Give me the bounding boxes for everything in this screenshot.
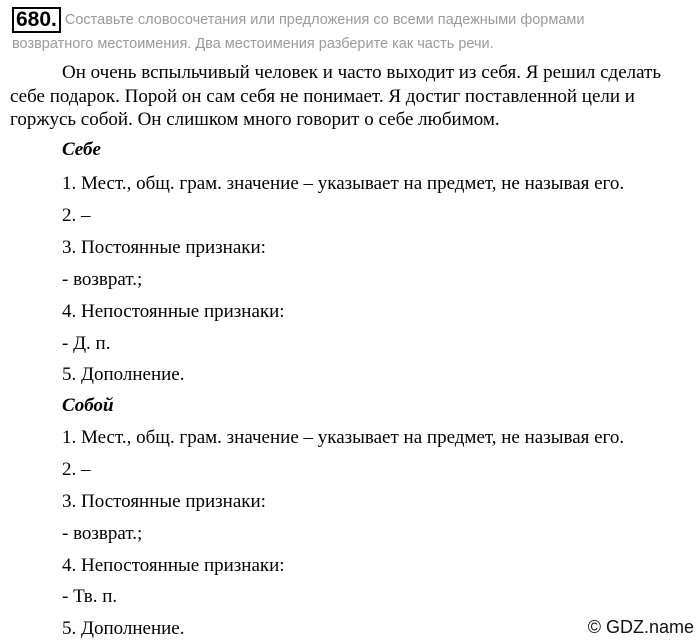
task-header — [12, 7, 692, 55]
task-number: 680. — [12, 7, 61, 33]
sebe-line-1: 1. Мест., общ. грам. значение – указывает на предмет, не называя его. — [62, 173, 625, 194]
soboy-line-6: - Тв. п. — [62, 586, 118, 607]
section-title-sebe: Себе — [62, 139, 101, 160]
sebe-line-3: 3. Постоянные признаки: — [62, 237, 266, 258]
task-instruction-line-2: возвратного местоимения. Два местоимения разберите как часть речи. — [12, 36, 494, 52]
sebe-line-5: 4. Непостоянные признаки: — [62, 301, 285, 322]
soboy-line-7: 5. Дополнение. — [62, 618, 185, 639]
answer-body — [10, 61, 690, 132]
soboy-line-5: 4. Непостоянные признаки: — [62, 555, 285, 576]
sebe-line-7: 5. Дополнение. — [62, 364, 185, 385]
soboy-line-1: 1. Мест., общ. грам. значение – указывает на предмет, не называя его. — [62, 427, 625, 448]
example-paragraph: Он очень вспыльчивый человек и часто выходит из себя. Я решил сделать себе подарок. Порой он сам себя не понимает. Я достиг поставленной цели и горжусь собой. Он слишком много говорит о себе любимом. — [10, 62, 662, 130]
sebe-line-2: 2. – — [62, 205, 91, 226]
soboy-line-2: 2. – — [62, 459, 91, 480]
sebe-line-6: - Д. п. — [62, 333, 111, 354]
section-title-soboy: Собой — [62, 395, 114, 416]
soboy-line-3: 3. Постоянные признаки: — [62, 491, 266, 512]
watermark: © GDZ.name — [587, 617, 694, 637]
soboy-line-4: - возврат.; — [62, 523, 143, 544]
sebe-line-4: - возврат.; — [62, 269, 143, 290]
task-instruction-line-1: Составьте словосочетания или предложения со всеми падежными формами — [64, 12, 585, 28]
